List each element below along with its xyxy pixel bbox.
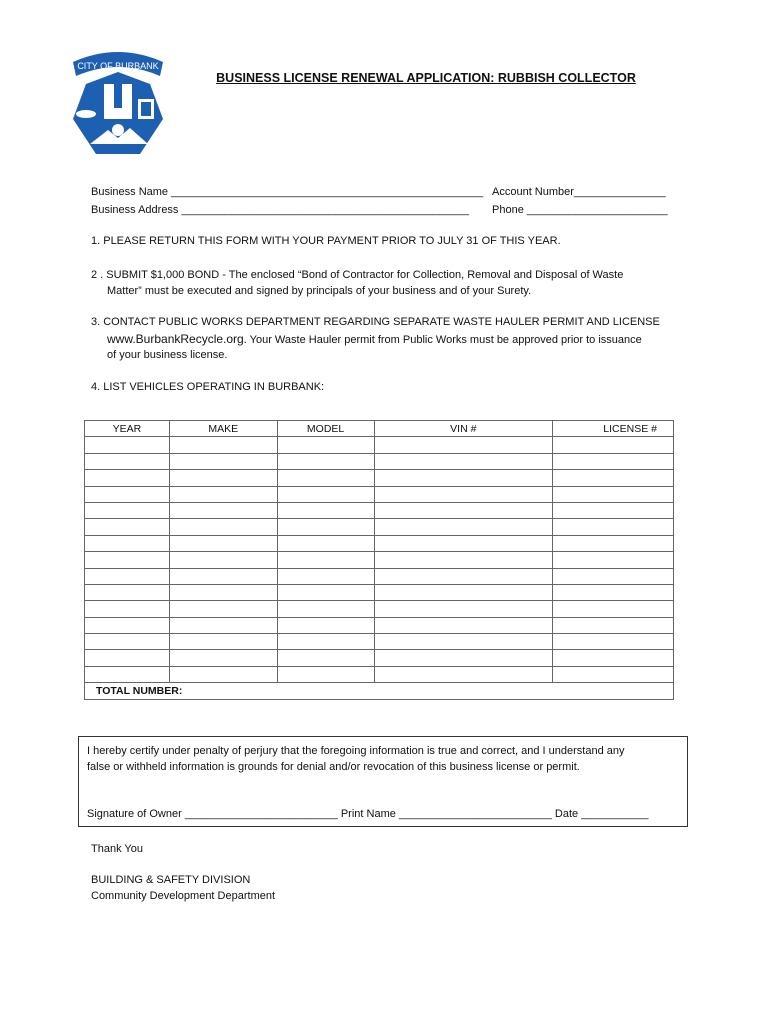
table-row bbox=[85, 486, 674, 502]
total-number-label: TOTAL NUMBER: bbox=[85, 683, 674, 700]
table-row bbox=[85, 584, 674, 600]
department-name: Community Development Department bbox=[91, 890, 276, 902]
city-of-burbank-seal bbox=[68, 44, 168, 164]
table-cell[interactable] bbox=[277, 535, 374, 551]
table-cell[interactable] bbox=[553, 453, 674, 469]
table-cell[interactable] bbox=[277, 634, 374, 650]
table-cell[interactable] bbox=[169, 486, 277, 502]
table-cell[interactable] bbox=[553, 535, 674, 551]
table-cell[interactable] bbox=[374, 617, 553, 633]
table-row bbox=[85, 453, 674, 469]
table-cell[interactable] bbox=[85, 552, 170, 568]
table-cell[interactable] bbox=[553, 650, 674, 666]
table-cell[interactable] bbox=[374, 535, 553, 551]
table-cell[interactable] bbox=[169, 666, 277, 682]
table-cell[interactable] bbox=[277, 470, 374, 486]
table-cell[interactable] bbox=[169, 552, 277, 568]
table-cell[interactable] bbox=[553, 634, 674, 650]
col-year: YEAR bbox=[85, 421, 170, 437]
business-name-field[interactable]: Business Name ___________________________________________________ bbox=[91, 186, 484, 198]
table-cell[interactable] bbox=[277, 650, 374, 666]
table-row bbox=[85, 470, 674, 486]
table-cell[interactable] bbox=[374, 470, 553, 486]
table-cell[interactable] bbox=[169, 535, 277, 551]
table-cell[interactable] bbox=[374, 601, 553, 617]
table-cell[interactable] bbox=[553, 666, 674, 682]
table-cell[interactable] bbox=[277, 666, 374, 682]
business-address-field[interactable]: Business Address _______________________________________________ bbox=[91, 204, 470, 216]
table-cell[interactable] bbox=[85, 486, 170, 502]
table-cell[interactable] bbox=[169, 617, 277, 633]
table-row bbox=[85, 568, 674, 584]
instruction-2-cont: Matter” must be executed and signed by principals of your business and of your Surety. bbox=[107, 285, 532, 297]
table-cell[interactable] bbox=[169, 584, 277, 600]
table-row bbox=[85, 437, 674, 453]
table-row bbox=[85, 519, 674, 535]
col-make: MAKE bbox=[169, 421, 277, 437]
table-cell[interactable] bbox=[169, 650, 277, 666]
table-cell[interactable] bbox=[277, 519, 374, 535]
table-cell[interactable] bbox=[553, 470, 674, 486]
table-cell[interactable] bbox=[277, 502, 374, 518]
account-number-field[interactable]: Account Number_______________ bbox=[492, 186, 666, 198]
table-cell[interactable] bbox=[85, 650, 170, 666]
table-cell[interactable] bbox=[277, 568, 374, 584]
table-cell[interactable] bbox=[553, 584, 674, 600]
vehicles-table bbox=[84, 420, 674, 700]
table-cell[interactable] bbox=[374, 650, 553, 666]
table-cell[interactable] bbox=[374, 568, 553, 584]
table-cell[interactable] bbox=[85, 601, 170, 617]
table-cell[interactable] bbox=[169, 568, 277, 584]
table-cell[interactable] bbox=[277, 486, 374, 502]
table-row bbox=[85, 666, 674, 682]
instruction-2: 2 . SUBMIT $1,000 BOND - The enclosed “Bond of Contractor for Collection, Removal and Disposal of Waste bbox=[91, 269, 624, 281]
table-cell[interactable] bbox=[277, 437, 374, 453]
table-cell[interactable] bbox=[85, 584, 170, 600]
phone-field[interactable]: Phone _______________________ bbox=[492, 204, 668, 216]
table-row bbox=[85, 650, 674, 666]
table-cell[interactable] bbox=[85, 519, 170, 535]
instruction-3: 3. CONTACT PUBLIC WORKS DEPARTMENT REGARDING SEPARATE WASTE HAULER PERMIT AND LICENSE bbox=[91, 316, 660, 328]
table-cell[interactable] bbox=[169, 470, 277, 486]
cert-text-1: I hereby certify under penalty of perjury that the foregoing information is true and correct, and I understand any bbox=[87, 745, 625, 757]
instruction-3-end: of your business license. bbox=[107, 349, 228, 361]
table-cell[interactable] bbox=[553, 568, 674, 584]
instruction-3-text: . Your Waste Hauler permit from Public Works must be approved prior to issuance bbox=[243, 334, 642, 346]
table-cell[interactable] bbox=[374, 502, 553, 518]
table-row bbox=[85, 601, 674, 617]
table-cell[interactable] bbox=[85, 568, 170, 584]
table-cell[interactable] bbox=[553, 519, 674, 535]
thank-you: Thank You bbox=[91, 843, 143, 855]
table-row bbox=[85, 552, 674, 568]
table-cell[interactable] bbox=[169, 601, 277, 617]
table-cell[interactable] bbox=[85, 535, 170, 551]
table-cell[interactable] bbox=[553, 486, 674, 502]
table-cell[interactable] bbox=[85, 470, 170, 486]
table-cell[interactable] bbox=[169, 437, 277, 453]
table-cell[interactable] bbox=[277, 617, 374, 633]
col-model: MODEL bbox=[277, 421, 374, 437]
division-name: BUILDING & SAFETY DIVISION bbox=[91, 874, 251, 886]
total-row bbox=[85, 683, 674, 700]
table-cell[interactable] bbox=[85, 453, 170, 469]
table-cell[interactable] bbox=[553, 437, 674, 453]
form-title: BUSINESS LICENSE RENEWAL APPLICATION: RUBBISH COLLECTOR bbox=[216, 71, 636, 85]
table-cell[interactable] bbox=[277, 552, 374, 568]
table-cell[interactable] bbox=[277, 601, 374, 617]
table-row bbox=[85, 617, 674, 633]
table-cell[interactable] bbox=[553, 552, 674, 568]
table-cell[interactable] bbox=[374, 486, 553, 502]
col-vin: VIN # bbox=[374, 421, 553, 437]
table-cell[interactable] bbox=[553, 617, 674, 633]
table-cell[interactable] bbox=[374, 666, 553, 682]
table-row bbox=[85, 535, 674, 551]
table-row bbox=[85, 502, 674, 518]
table-cell[interactable] bbox=[169, 453, 277, 469]
col-license: LICENSE # bbox=[553, 421, 674, 437]
cert-text-2: false or withheld information is grounds for denial and/or revocation of this business license or permit. bbox=[87, 761, 580, 773]
table-cell[interactable] bbox=[374, 437, 553, 453]
signature-line[interactable]: Signature of Owner _________________________ Print Name _________________________ Date ___________ bbox=[87, 808, 649, 820]
svg-text:CITY OF BURBANK: CITY OF BURBANK bbox=[77, 61, 159, 71]
table-cell[interactable] bbox=[169, 634, 277, 650]
table-cell[interactable] bbox=[85, 502, 170, 518]
table-cell[interactable] bbox=[553, 502, 674, 518]
table-cell[interactable] bbox=[169, 502, 277, 518]
table-cell[interactable] bbox=[374, 584, 553, 600]
table-cell[interactable] bbox=[277, 584, 374, 600]
table-cell[interactable] bbox=[374, 453, 553, 469]
table-cell[interactable] bbox=[169, 519, 277, 535]
table-cell[interactable] bbox=[85, 666, 170, 682]
table-cell[interactable] bbox=[277, 453, 374, 469]
table-cell[interactable] bbox=[85, 437, 170, 453]
table-row bbox=[85, 634, 674, 650]
table-cell[interactable] bbox=[374, 519, 553, 535]
table-cell[interactable] bbox=[553, 601, 674, 617]
table-cell[interactable] bbox=[374, 634, 553, 650]
table-cell[interactable] bbox=[374, 552, 553, 568]
instruction-4: 4. LIST VEHICLES OPERATING IN BURBANK: bbox=[91, 381, 325, 393]
instruction-1: 1. PLEASE RETURN THIS FORM WITH YOUR PAYMENT PRIOR TO JULY 31 OF THIS YEAR. bbox=[91, 235, 561, 247]
table-header-row bbox=[85, 421, 674, 437]
table-cell[interactable] bbox=[85, 617, 170, 633]
certification-box bbox=[78, 736, 688, 827]
table-cell[interactable] bbox=[85, 634, 170, 650]
instruction-3-cont bbox=[107, 332, 642, 346]
burbank-recycle-link[interactable]: www.BurbankRecycle.org bbox=[107, 332, 244, 346]
